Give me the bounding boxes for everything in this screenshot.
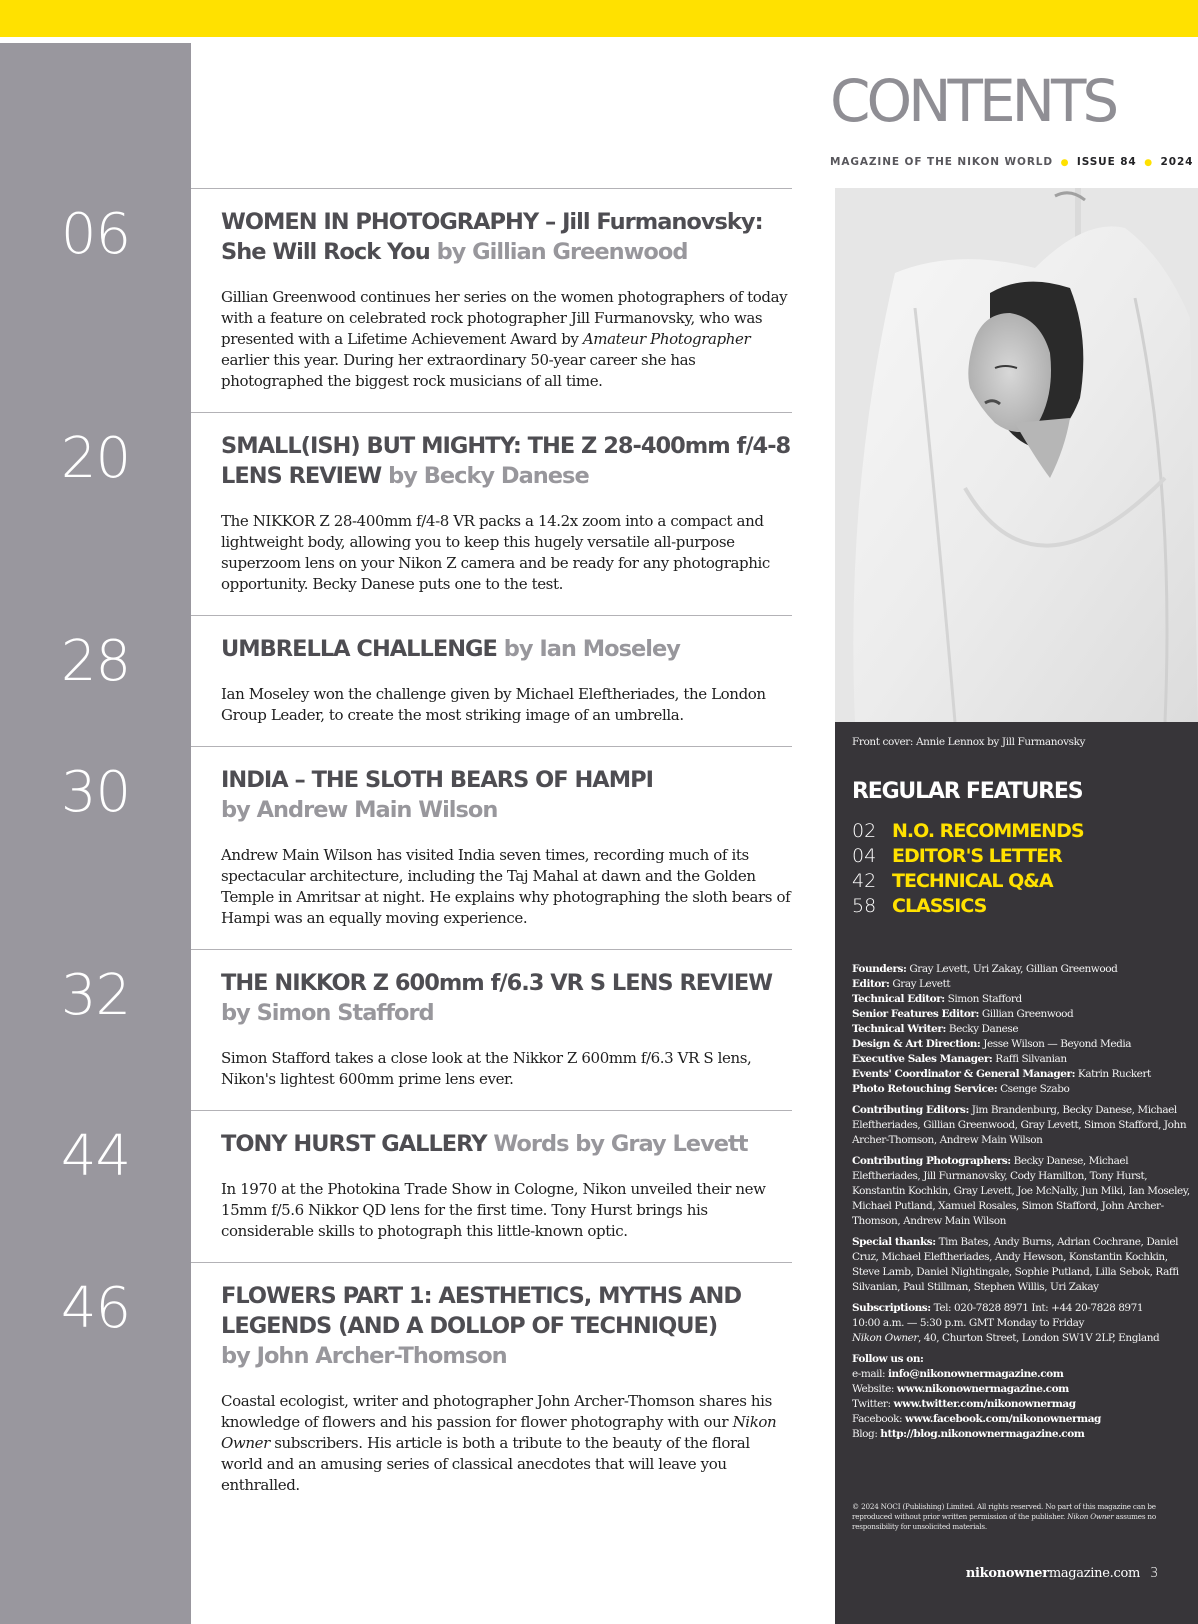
entry-description	[221, 845, 791, 929]
staff-credit	[852, 1082, 1192, 1097]
staff-credit	[852, 1037, 1192, 1052]
subscriptions-hours: 10:00 a.m. — 5:30 p.m. GMT Monday to Friday	[852, 1317, 1084, 1329]
contents-entry-20[interactable]	[60, 412, 792, 615]
contents-entry-44[interactable]	[60, 1110, 792, 1262]
footer-site-bold[interactable]: nikonowner	[965, 1566, 1049, 1581]
copyright-text: assumes no responsibility for unsolicited materials.	[852, 1512, 1156, 1531]
credit-names: Gillian Greenwood	[981, 1008, 1074, 1020]
entry-title[interactable]	[221, 1129, 791, 1159]
credit-role: Technical Writer:	[852, 1023, 946, 1035]
subscriptions	[852, 1301, 1192, 1346]
feature-page-number: 04	[852, 844, 877, 867]
follow-link-row	[852, 1427, 1192, 1442]
cover-portrait-image	[835, 188, 1198, 722]
entry-page-number: 06	[60, 202, 131, 267]
page-number: 3	[1150, 1566, 1158, 1581]
entry-title-text: UMBRELLA CHALLENGE	[221, 636, 497, 662]
footer-site-rest[interactable]: magazine.com	[1048, 1566, 1141, 1581]
contents-entry-28[interactable]	[60, 615, 792, 746]
separator-dot-icon: ●	[1060, 158, 1070, 168]
entry-page-number: 46	[60, 1276, 131, 1341]
entry-title-text: WOMEN IN PHOTOGRAPHY – Jill Furmanovsky: She Will Rock You	[221, 209, 763, 265]
magazine-tagline: MAGAZINE OF THE NIKON WORLD	[830, 156, 1054, 168]
regular-feature-item[interactable]	[852, 818, 1084, 843]
staff-credit	[852, 962, 1192, 977]
contributing-photographers	[852, 1154, 1192, 1229]
contents-list	[0, 188, 792, 1516]
description-text: The NIKKOR Z 28-400mm f/4-8 VR packs a 14.2x zoom into a compact and lightweight body, allowing you to keep this hugely versatile all-purpose superzoom lens on your Nikon Z camera and be ready for any photographic opportunity. Becky Danese puts one to the test.	[221, 512, 770, 593]
top-accent-bar	[0, 0, 1198, 37]
copyright-text: © 2024 NOCI (Publishing) Limited. All rights reserved. No part of this magazine can be reproduced without prior written permission of the publisher.	[852, 1502, 1156, 1521]
cover-caption: Front cover: Annie Lennox by Jill Furmanovsky	[852, 736, 1086, 748]
entry-page-number: 44	[60, 1124, 131, 1189]
entry-author: by Ian Moseley	[503, 636, 680, 662]
follow-heading: Follow us on:	[852, 1353, 924, 1365]
credit-names: Katrin Ruckert	[1077, 1068, 1151, 1080]
entry-description	[221, 1179, 791, 1242]
credit-role: Senior Features Editor:	[852, 1008, 979, 1020]
entry-body	[191, 1111, 791, 1262]
entry-author: by John Archer-Thomson	[221, 1343, 507, 1369]
feature-page-number: 02	[852, 819, 877, 842]
follow-link-label: Twitter:	[852, 1398, 894, 1410]
publication-name: Nikon Owner	[852, 1332, 918, 1344]
credit-role: Technical Editor:	[852, 993, 945, 1005]
credit-names: Gray Levett	[892, 978, 951, 990]
postal-address: , 40, Churton Street, London SW1V 2LP, England	[917, 1332, 1160, 1344]
entry-title[interactable]	[221, 968, 791, 1028]
entry-body	[191, 189, 791, 412]
entry-title-text: THE NIKKOR Z 600mm f/6.3 VR S LENS REVIEW	[221, 970, 773, 996]
follow-link-label: Facebook:	[852, 1413, 906, 1425]
masthead-subtitle	[830, 156, 1198, 168]
feature-label: TECHNICAL Q&A	[892, 869, 1053, 892]
entry-description	[221, 511, 791, 595]
entry-description	[221, 1048, 791, 1090]
entry-description	[221, 1391, 791, 1496]
follow-link[interactable]: www.twitter.com/nikonownermag	[893, 1398, 1076, 1410]
regular-feature-item[interactable]	[852, 893, 1084, 918]
description-text: Ian Moseley won the challenge given by Michael Eleftheriades, the London Group Leader, to create the most striking image of an umbrella.	[221, 685, 766, 724]
credits-block	[852, 962, 1192, 1448]
sidebar-panel	[835, 722, 1198, 1624]
publication-name: Nikon Owner	[221, 1413, 777, 1452]
copyright-notice	[852, 1502, 1192, 1532]
credit-names: Gray Levett, Uri Zakay, Gillian Greenwood	[909, 963, 1118, 975]
credit-role: Contributing Photographers:	[852, 1155, 1011, 1167]
regular-features-heading: REGULAR FEATURES	[852, 779, 1083, 804]
cover-photo[interactable]	[835, 188, 1198, 722]
publication-name: Amateur Photographer	[582, 330, 751, 348]
staff-credit	[852, 977, 1192, 992]
follow-link-row	[852, 1397, 1192, 1412]
separator-dot-icon: ●	[1144, 158, 1153, 168]
credit-names: Tim Bates, Andy Burns, Adrian Cochrane, Daniel Cruz, Michael Eleftheriades, Andy Hewson, Konstantin Kochkin, Steve Lamb, Daniel Nightingale, Sophie Putland, Lilla Sebok, Raffi Silvanian, Paul Stillman, Stephen Willis, Uri Zakay	[852, 1236, 1179, 1293]
credit-role: Design & Art Direction:	[852, 1038, 981, 1050]
page-title: CONTENTS	[830, 67, 1116, 135]
credit-names: Csenge Szabo	[1000, 1083, 1070, 1095]
description-text: Andrew Main Wilson has visited India seven times, recording much of its spectacular architecture, including the Taj Mahal at dawn and the Golden Temple in Amritsar at night. He explains why photographing the sloth bears of Hampi was an equally moving experience.	[221, 846, 791, 927]
feature-label: CLASSICS	[892, 894, 987, 917]
contents-entry-32[interactable]	[60, 949, 792, 1110]
feature-page-number: 42	[852, 869, 877, 892]
follow-link-label: Blog:	[852, 1428, 881, 1440]
staff-credit	[852, 1052, 1192, 1067]
credit-role: Photo Retouching Service:	[852, 1083, 998, 1095]
description-text: Simon Stafford takes a close look at the Nikkor Z 600mm f/6.3 VR S lens, Nikon's lightest 600mm prime lens ever.	[221, 1049, 752, 1088]
staff-credit	[852, 992, 1192, 1007]
entry-title-text: TONY HURST GALLERY	[221, 1131, 487, 1157]
follow-link[interactable]: http://blog.nikonownermagazine.com	[880, 1428, 1085, 1440]
credit-role: Executive Sales Manager:	[852, 1053, 993, 1065]
entry-page-number: 30	[60, 760, 131, 825]
staff-credit	[852, 1022, 1192, 1037]
description-text: subscribers. His article is both a tribute to the beauty of the floral world and an amusing series of classical anecdotes that will leave you enthralled.	[221, 1434, 750, 1494]
feature-label: N.O. RECOMMENDS	[892, 819, 1084, 842]
description-text: earlier this year. During her extraordinary 50-year career she has photographed the biggest rock musicians of all time.	[221, 351, 696, 390]
contents-entry-06[interactable]	[60, 188, 792, 412]
issue-year: 2024	[1160, 156, 1194, 168]
contents-entry-30[interactable]	[60, 746, 792, 949]
entry-body	[191, 413, 791, 615]
entry-author: by Andrew Main Wilson	[221, 797, 498, 823]
entry-title[interactable]	[221, 634, 791, 664]
publication-name: Nikon Owner	[1067, 1512, 1114, 1521]
follow-us	[852, 1352, 1192, 1442]
follow-link[interactable]: www.facebook.com/nikonownermag	[905, 1413, 1101, 1425]
credit-names: Becky Danese	[948, 1023, 1019, 1035]
entry-body	[191, 616, 791, 746]
entry-title[interactable]	[221, 431, 791, 491]
credit-role: Special thanks:	[852, 1236, 936, 1248]
follow-link-row	[852, 1412, 1192, 1427]
credit-names: Jesse Wilson — Beyond Media	[983, 1038, 1132, 1050]
follow-link-row	[852, 1382, 1192, 1397]
credit-role: Subscriptions:	[852, 1302, 931, 1314]
feature-label: EDITOR'S LETTER	[892, 844, 1062, 867]
entry-page-number: 32	[60, 963, 131, 1028]
credit-role: Editor:	[852, 978, 890, 990]
entry-page-number: 28	[60, 629, 131, 694]
feature-page-number: 58	[852, 894, 877, 917]
description-text: Coastal ecologist, writer and photographer John Archer-Thomson shares his knowledge of flowers and his passion for flower photography with our	[221, 1392, 772, 1431]
follow-link[interactable]: www.nikonownermagazine.com	[896, 1383, 1069, 1395]
special-thanks	[852, 1235, 1192, 1295]
contents-entry-46[interactable]	[60, 1262, 792, 1516]
entry-author: by Simon Stafford	[221, 1000, 434, 1026]
entry-description	[221, 287, 791, 392]
credit-names: Simon Stafford	[947, 993, 1022, 1005]
follow-link-label: e-mail:	[852, 1368, 888, 1380]
entry-title-text: SMALL(ISH) BUT MIGHTY: THE Z 28-400mm f/4-8 LENS REVIEW	[221, 433, 791, 489]
entry-description	[221, 684, 791, 726]
entry-author: by Becky Danese	[388, 463, 589, 489]
page-footer	[966, 1566, 1158, 1581]
staff-credit	[852, 1067, 1192, 1082]
entry-title-text: FLOWERS PART 1: AESTHETICS, MYTHS AND LEGENDS (AND A DOLLOP OF TECHNIQUE)	[221, 1283, 741, 1339]
credit-names: Becky Danese, Michael Eleftheriades, Jill Furmanovsky, Cody Hamilton, Tony Hurst, Konstantin Kochkin, Gray Levett, Joe McNally, Jun Miki, Ian Moseley, Michael Putland, Xamuel Rosales, Simon Stafford, John Archer-Thomson, Andrew Main Wilson	[852, 1155, 1190, 1227]
follow-link[interactable]: info@nikonownermagazine.com	[887, 1368, 1064, 1380]
entry-title[interactable]	[221, 207, 791, 267]
staff-list	[852, 962, 1192, 1097]
entry-author: Words by Gray Levett	[493, 1131, 748, 1157]
subscriptions-phone: Tel: 020-7828 8971 Int: +44 20-7828 8971	[933, 1302, 1144, 1314]
description-text: Gillian Greenwood continues her series on the women photographers of today with a feature on celebrated rock photographer Jill Furmanovsky, who was presented with a Lifetime Achievement Award by	[221, 288, 788, 348]
staff-credit	[852, 1007, 1192, 1022]
credit-role: Founders:	[852, 963, 907, 975]
entry-body	[191, 950, 791, 1110]
credit-names: Raffi Silvanian	[995, 1053, 1067, 1065]
entry-body	[191, 1263, 791, 1516]
contributing-editors	[852, 1103, 1192, 1148]
regular-feature-item[interactable]	[852, 843, 1084, 868]
entry-page-number: 20	[60, 426, 131, 491]
regular-feature-item[interactable]	[852, 868, 1084, 893]
credit-role: Contributing Editors:	[852, 1104, 969, 1116]
masthead	[830, 67, 1198, 168]
entry-title[interactable]	[221, 765, 791, 825]
description-text: In 1970 at the Photokina Trade Show in Cologne, Nikon unveiled their new 15mm f/5.6 Nikkor QD lens for the first time. Tony Hurst brings his considerable skills to photograph this little-known optic.	[221, 1180, 766, 1240]
credit-names: Jim Brandenburg, Becky Danese, Michael Eleftheriades, Gillian Greenwood, Gray Levett, Simon Stafford, John Archer-Thomson, Andrew Main Wilson	[852, 1104, 1187, 1146]
entry-title[interactable]	[221, 1281, 791, 1371]
regular-features-list	[852, 818, 1084, 918]
entry-title-text: INDIA – THE SLOTH BEARS OF HAMPI	[221, 767, 653, 793]
entry-body	[191, 747, 791, 949]
credit-role: Events' Coordinator & General Manager:	[852, 1068, 1076, 1080]
entry-author: by Gillian Greenwood	[436, 239, 688, 265]
follow-link-label: Website:	[852, 1383, 897, 1395]
follow-link-row	[852, 1367, 1192, 1382]
issue-number: ISSUE 84	[1076, 156, 1137, 168]
